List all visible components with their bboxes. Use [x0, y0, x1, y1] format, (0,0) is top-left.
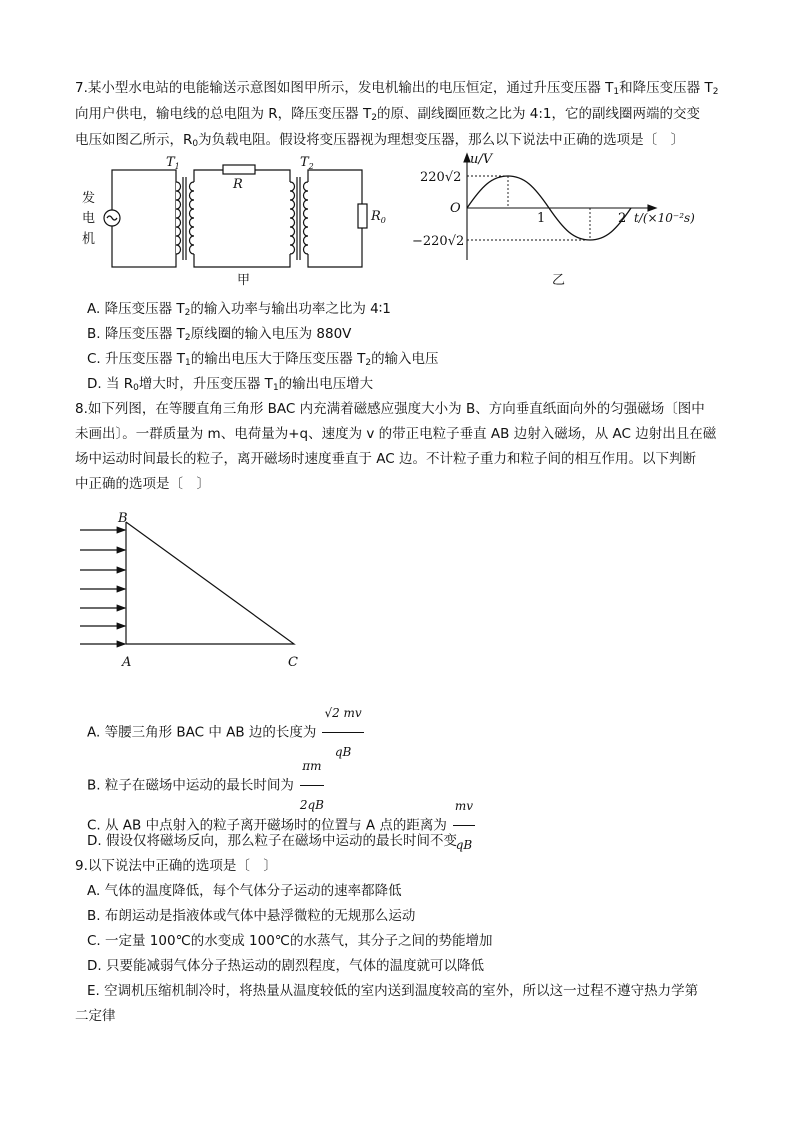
q7-stem-line1: 7.某小型水电站的电能输送示意图如图甲所示，发电机输出的电压恒定，通过升压变压器 $T_1$和降压变压器 $T_2$	[75, 80, 719, 97]
q7-option-d[interactable]: D. 当 $R_0$增大时，升压变压器 $T_1$的输出电压增大	[87, 376, 374, 393]
y-axis-label: u/V	[470, 152, 493, 167]
vertex-a-label: A	[122, 655, 132, 670]
figure-jia-caption: 甲	[237, 273, 251, 288]
generator-label-2: 电	[82, 211, 96, 226]
q9-option-d[interactable]: D. 只要能减弱气体分子热运动的剧烈程度，气体的温度就可以降低	[87, 958, 484, 974]
q8-option-a[interactable]: A. 等腰三角形 BAC 中 AB 边的长度为 $\frac{√2 mv}{qB}$	[87, 695, 364, 770]
q9-option-b[interactable]: B. 布朗运动是指液体或气体中悬浮微粒的无规那么运动	[87, 908, 416, 924]
q9-option-a[interactable]: A. 气体的温度降低，每个气体分子运动的速率都降低	[87, 883, 402, 899]
q7-option-b[interactable]: B. 降压变压器 $T_2$原线圈的输入电压为 880V	[87, 326, 352, 343]
y-min-label: −220√2	[412, 234, 465, 249]
q8-stem-line1: 8.如下列图，在等腰直角三角形 BAC 内充满着磁感应强度大小为 B、方向垂直纸面向外的匀强磁场〔图中	[75, 401, 705, 417]
q8-option-b[interactable]: B. 粒子在磁场中运动的最长时间为 $\frac{\pi m}{2qB}$	[87, 748, 324, 823]
q7-option-c[interactable]: C. 升压变压器 $T_1$的输出电压大于降压变压器 $T_2$的输入电压	[87, 351, 439, 368]
generator-label-1: 发	[82, 191, 96, 206]
x-tick-1: 1	[537, 211, 546, 226]
fraction-a: $\frac{√2 mv}{qB}$	[322, 695, 363, 770]
vertex-c-label: C	[288, 655, 298, 670]
q7-stem-line2: 向用户供电，输电线的总电阻为 R，降压变压器 $T_2$的原、副线圈匝数之比为 4:1，它的副线圈两端的交变	[75, 106, 700, 123]
q8-stem-line2: 未画出〕。一群质量为 m、电荷量为+q、速度为 v 的带正电粒子垂直 AB 边射入磁场，从 AC 边射出且在磁	[75, 426, 717, 442]
t1-label: $T_1$	[166, 155, 180, 171]
x-tick-2: 2	[618, 211, 627, 226]
x-axis-label: t/(×10⁻²s)	[634, 211, 695, 225]
q8-option-c[interactable]: C. 从 AB 中点射入的粒子离开磁场时的位置与 A 点的距离为 $\frac{mv}{qB}$	[87, 788, 475, 863]
q9-option-e[interactable]: E. 空调机压缩机制冷时，将热量从温度较低的室内送到温度较高的室外，所以这一过程不遵守热力学第	[87, 983, 699, 999]
fraction-c: $\frac{mv}{qB}$	[453, 788, 475, 863]
q9-stem: 9.以下说法中正确的选项是〔 〕	[75, 858, 277, 874]
q8-option-d[interactable]: D. 假设仅将磁场反向，那么粒子在磁场中运动的最长时间不变	[87, 833, 457, 849]
figure-yi-caption: 乙	[552, 273, 566, 288]
generator-label-3: 机	[82, 232, 96, 247]
voltage-waveform-chart	[412, 150, 712, 292]
vertex-b-label: B	[118, 511, 128, 526]
circuit-diagram	[80, 152, 386, 290]
t2-label: $T_2$	[300, 155, 314, 171]
q8-stem-line4: 中正确的选项是〔 〕	[75, 476, 210, 492]
q7-stem-line3: 电压如图乙所示，$R_0$为负载电阻。假设将变压器视为理想变压器，那么以下说法中正确的选项是〔 〕	[75, 132, 685, 149]
origin-label: O	[450, 201, 461, 216]
q7-option-a[interactable]: A. 降压变压器 $T_2$的输入功率与输出功率之比为 4∶1	[87, 301, 391, 318]
q8-stem-line3: 场中运动时间最长的粒子，离开磁场时速度垂直于 AC 边。不计粒子重力和粒子间的相互作用。以下判断	[75, 451, 697, 467]
r0-label: $R_0$	[371, 209, 386, 225]
triangle-diagram	[78, 508, 308, 672]
y-max-label: 220√2	[420, 170, 462, 185]
q9-option-e-continued: 二定律	[75, 1008, 116, 1024]
fraction-b: $\frac{\pi m}{2qB}$	[300, 748, 324, 823]
r-label: R	[233, 177, 243, 192]
q9-option-c[interactable]: C. 一定量 100℃的水变成 100℃的水蒸气，其分子之间的势能增加	[87, 933, 493, 949]
